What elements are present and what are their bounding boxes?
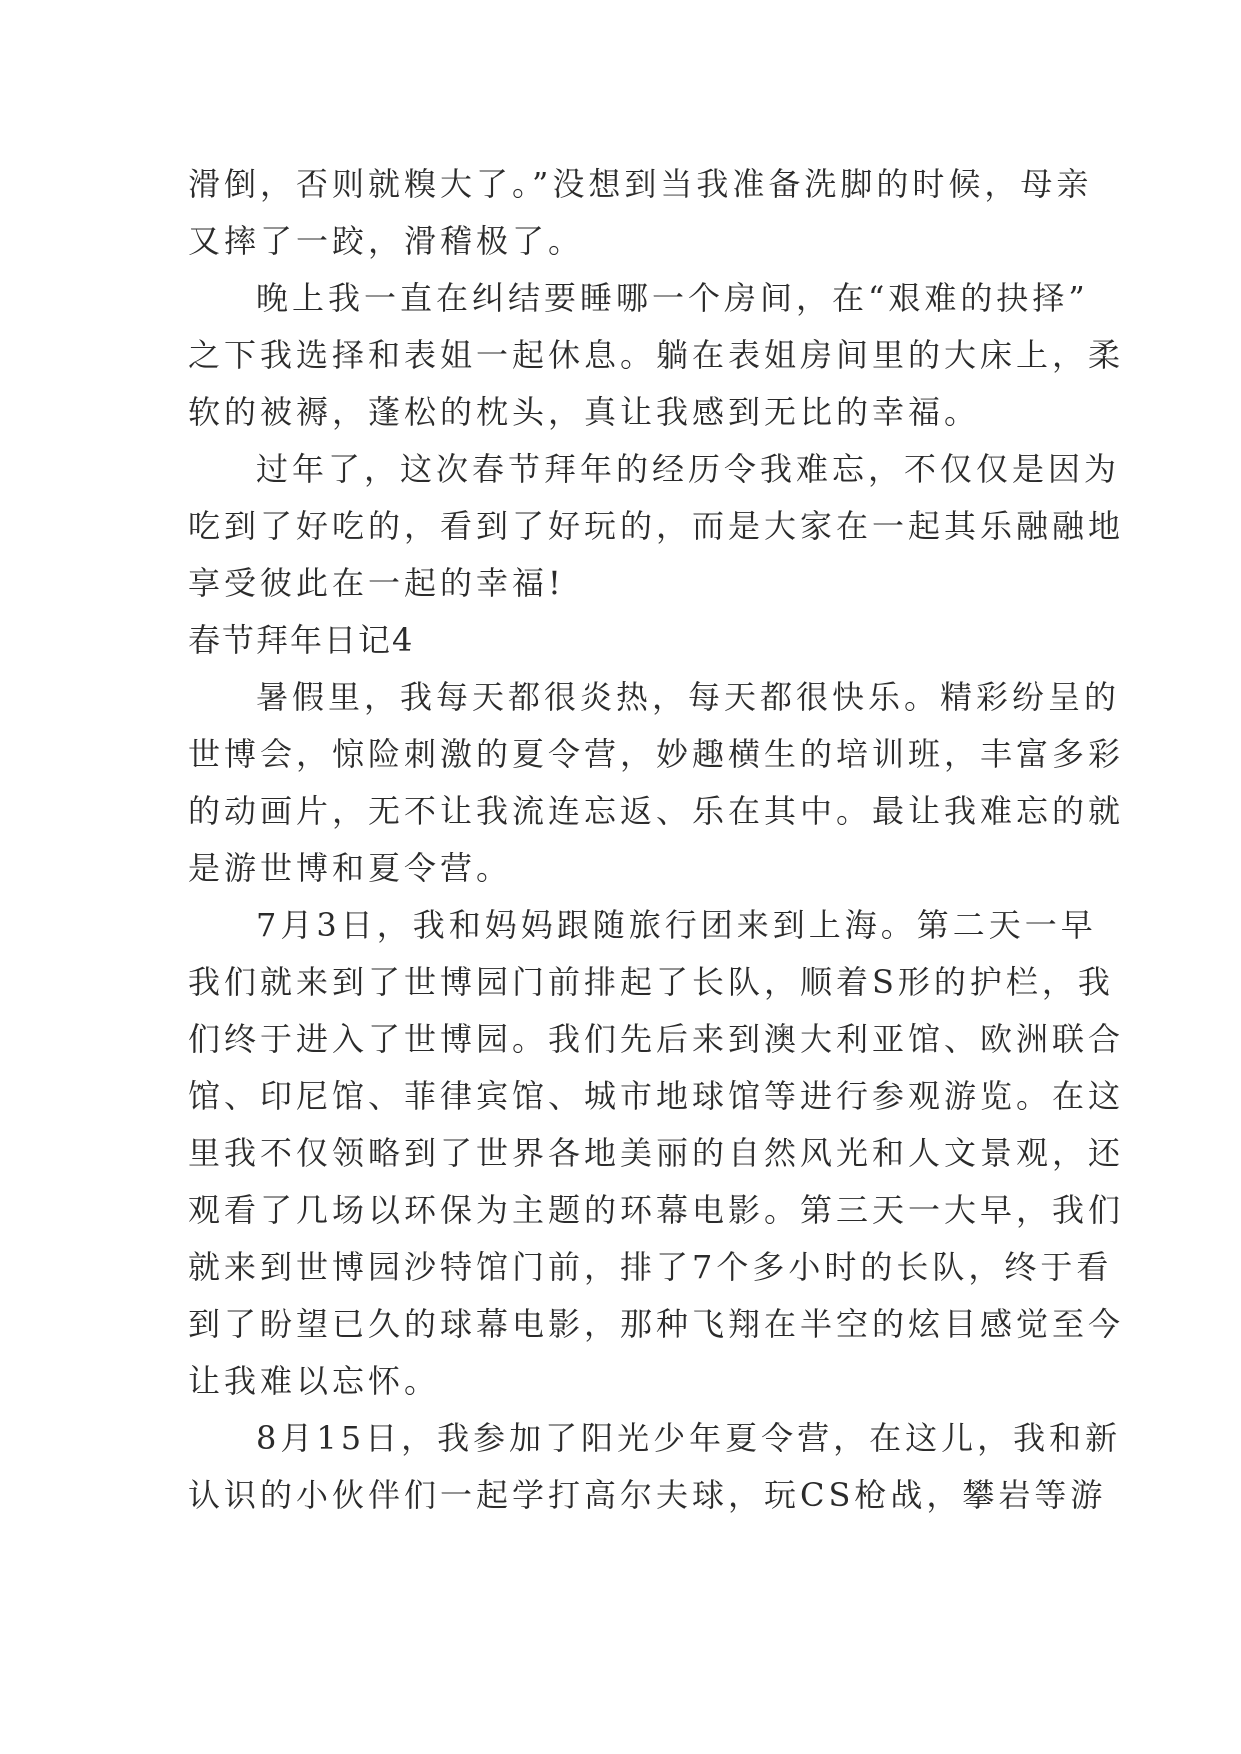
paragraph-start-line: 暑假里，我每天都很炎热，每天都很快乐。精彩纷呈的 <box>256 678 1121 716</box>
text-line: 让我难以忘怀。 <box>188 1362 441 1400</box>
paragraph-start-line: 7月3日，我和妈妈跟随旅行团来到上海。第二天一早 <box>256 906 1097 944</box>
text-line: 滑倒，否则就糗大了。”没想到当我准备洗脚的时候，母亲 <box>188 165 1093 203</box>
paragraph-start-line: 过年了，这次春节拜年的经历令我难忘，不仅仅是因为 <box>256 450 1121 488</box>
text-line: 馆、印尼馆、菲律宾馆、城市地球馆等进行参观游览。在这 <box>188 1077 1125 1115</box>
text-line: 世博会，惊险刺激的夏令营，妙趣横生的培训班，丰富多彩 <box>188 735 1125 773</box>
text-line: 吃到了好吃的，看到了好玩的，而是大家在一起其乐融融地 <box>188 507 1125 545</box>
text-line: 软的被褥，蓬松的枕头，真让我感到无比的幸福。 <box>188 393 981 431</box>
text-line: 就来到世博园沙特馆门前，排了7个多小时的长队，终于看 <box>188 1248 1113 1286</box>
text-line: 我们就来到了世博园门前排起了长队，顺着S形的护栏，我 <box>188 963 1114 1001</box>
paragraph-start-line: 8月15日，我参加了阳光少年夏令营，在这儿，我和新 <box>256 1419 1122 1457</box>
text-line: 里我不仅领略到了世界各地美丽的自然风光和人文景观，还 <box>188 1134 1125 1172</box>
text-line: 观看了几场以环保为主题的环幕电影。第三天一大早，我们 <box>188 1191 1125 1229</box>
text-line: 享受彼此在一起的幸福! <box>188 564 565 602</box>
text-line: 之下我选择和表姐一起休息。躺在表姐房间里的大床上，柔 <box>188 336 1125 374</box>
paragraph-start-line: 晚上我一直在纠结要睡哪一个房间，在“艰难的抉择” <box>256 279 1089 317</box>
text-line: 又摔了一跤，滑稽极了。 <box>188 222 585 260</box>
text-line: 是游世博和夏令营。 <box>188 849 513 887</box>
section-heading: 春节拜年日记4 <box>188 621 415 659</box>
text-line: 的动画片，无不让我流连忘返、乐在其中。最让我难忘的就 <box>188 792 1125 830</box>
text-line: 们终于进入了世博园。我们先后来到澳大利亚馆、欧洲联合 <box>188 1020 1125 1058</box>
document-body <box>188 156 1125 1524</box>
text-line: 到了盼望已久的球幕电影，那种飞翔在半空的炫目感觉至今 <box>188 1305 1125 1343</box>
text-line: 认识的小伙伴们一起学打高尔夫球，玩CS枪战，攀岩等游 <box>188 1476 1107 1514</box>
